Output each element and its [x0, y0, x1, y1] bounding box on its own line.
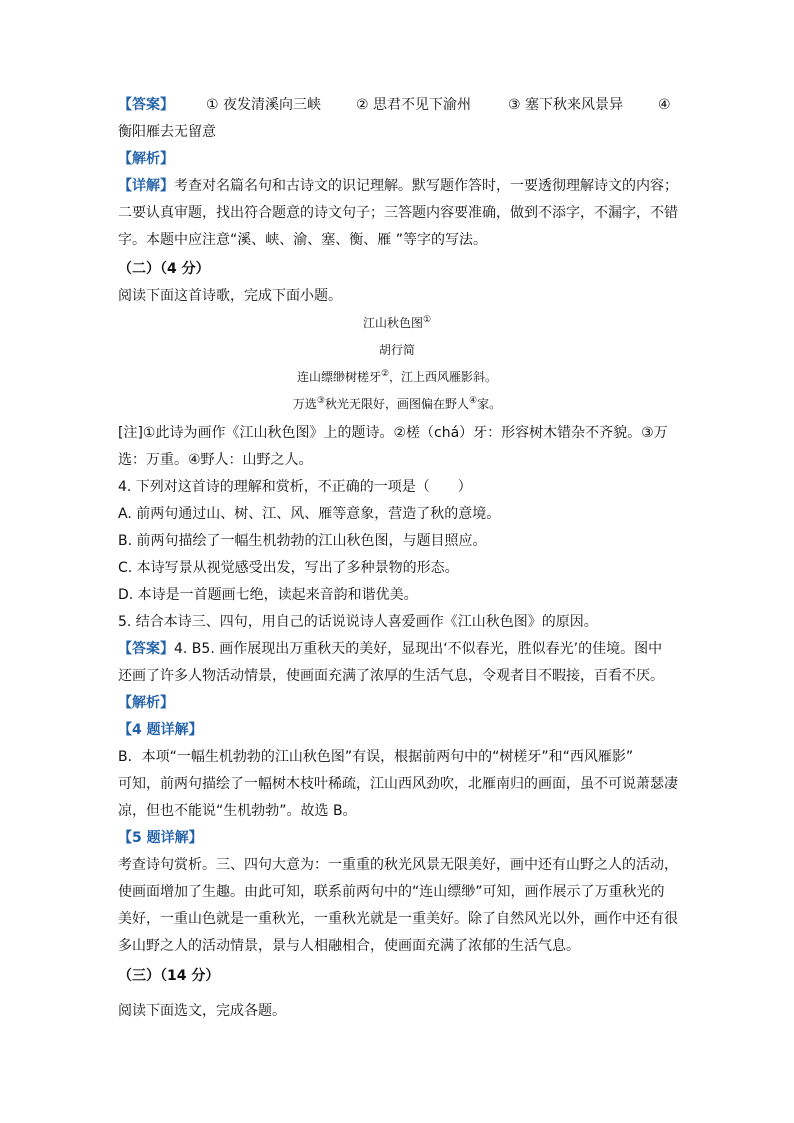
section-2-instruction: 阅读下面这首诗歌，完成下面小题。 [118, 288, 342, 304]
answer-label: 【答案】 [118, 97, 174, 113]
q5-detail-label: 【5 题详解】 [118, 830, 203, 846]
notes-line-1: [注]①此诗为画作《江山秋色图》上的题诗。②槎（chá）牙：形容树木错杂不齐貌。③万 [118, 425, 668, 441]
q4-detail-line-3: 凉，但也不能说“生机勃勃”。故选 B。 [118, 803, 357, 819]
poem-line-1-b: ，江上西风雁影斜。 [389, 370, 498, 384]
question-4-option-c: C. 本诗写景从视觉感受出发，写出了多种景物的形态。 [118, 560, 459, 576]
detail-line-1 [118, 177, 678, 195]
answer-2-line-2: 还画了许多人物活动情景，使画面充满了浓厚的生活气息，令观者目不暇接，百看不厌。 [118, 668, 664, 684]
poem-author: 胡行简 [378, 343, 415, 357]
detail-line-3: 字。本题中应注意“溪、峡、渝、塞、衡、雁 ”等字的写法。 [118, 232, 487, 248]
poem-line-2-a: 万选 [292, 397, 317, 411]
poem-line-2-c: 家。 [477, 397, 502, 411]
poem-line-1-a: 连山缥缈树槎牙 [296, 370, 381, 384]
detail-label: 【详解】 [118, 178, 174, 194]
q4-detail-line-1: B．本项“一幅生机勃勃的江山秋色图”有误，根据前两句中的“树槎牙”和“西风雁影” [118, 749, 634, 765]
answer-line [118, 96, 671, 114]
section-3-heading: （三）（14 分） [118, 968, 220, 984]
poem-line-2-b: 秋光无限好，画图偏在野人 [324, 397, 469, 411]
section-3-instruction: 阅读下面选文，完成各题。 [118, 1003, 286, 1019]
q5-detail-line-4: 多山野之人的活动情景，景与人相融相合，使画面充满了浓郁的生活气息。 [118, 938, 580, 954]
answer-2-text-1: 4. B5. 画作展现出万重秋天的美好，显现出‘不似春光，胜似春光’的佳境。图中 [174, 641, 663, 657]
poem-line-1-note: ② [380, 369, 390, 379]
poem-title [0, 315, 794, 331]
poem-line-1 [0, 369, 794, 385]
answer-item-4: ④ [658, 97, 671, 113]
answer-item-3: ③ 塞下秋来风景异 [508, 97, 624, 113]
q5-detail-line-3: 美好，一重山色就是一重秋光，一重秋光就是一重美好。除了自然风光以外，画作中还有很 [118, 911, 678, 927]
question-4-option-a: A. 前两句通过山、树、江、风、雁等意象，营造了秋的意境。 [118, 506, 501, 522]
analysis-2-label: 【解析】 [118, 695, 174, 711]
detail-line-2: 二要认真审题，找出符合题意的诗文句子；三答题内容要准确，做到不添字，不漏字，不错 [118, 205, 678, 221]
answer-item-2: ② 思君不见下渝州 [356, 97, 472, 113]
answer-item-1: ① 夜发清溪向三峡 [206, 97, 322, 113]
question-4-stem: 4. 下列对这首诗的理解和赏析，不正确的一项是（ ） [118, 479, 472, 495]
q4-detail-label: 【4 题详解】 [118, 722, 203, 738]
question-4-option-d: D. 本诗是一首题画七绝，读起来音韵和谐优美。 [118, 587, 418, 603]
question-4-option-b: B. 前两句描绘了一幅生机勃勃的江山秋色图，与题目照应。 [118, 533, 487, 549]
section-2-heading: （二）（4 分） [118, 261, 210, 277]
analysis-label: 【解析】 [118, 151, 174, 167]
q5-detail-line-1: 考查诗句赏析。三、四句大意为：一重重的秋光风景无限美好，画中还有山野之人的活动， [118, 857, 678, 873]
question-5-stem: 5. 结合本诗三、四句，用自己的话说说诗人喜爱画作《江山秋色图》的原因。 [118, 614, 598, 630]
poem-title-note: ① [422, 315, 432, 325]
poem-title-text: 江山秋色图 [362, 316, 423, 330]
answer-2-label: 【答案】 [118, 641, 174, 657]
detail-text-1: 考查对名篇名句和古诗文的识记理解。默写题作答时，一要透彻理解诗文的内容； [174, 178, 678, 194]
poem-line-2-note2: ④ [469, 396, 478, 406]
poem-line-2-note: ③ [316, 396, 325, 406]
q4-detail-line-2: 可知，前两句描绘了一幅树木枝叶稀疏，江山西风劲吹，北雁南归的画面，虽不可说萧瑟凄 [118, 776, 678, 792]
answer-continuation: 衡阳雁去无留意 [118, 124, 216, 140]
notes-line-2: 选：万重。④野人：山野之人。 [118, 452, 313, 468]
poem-line-2 [0, 396, 794, 412]
q5-detail-line-2: 使画面增加了生趣。由此可知，联系前两句中的“连山缥缈”可知，画作展示了万重秋光的 [118, 884, 665, 900]
answer-2-line-1 [118, 640, 662, 658]
